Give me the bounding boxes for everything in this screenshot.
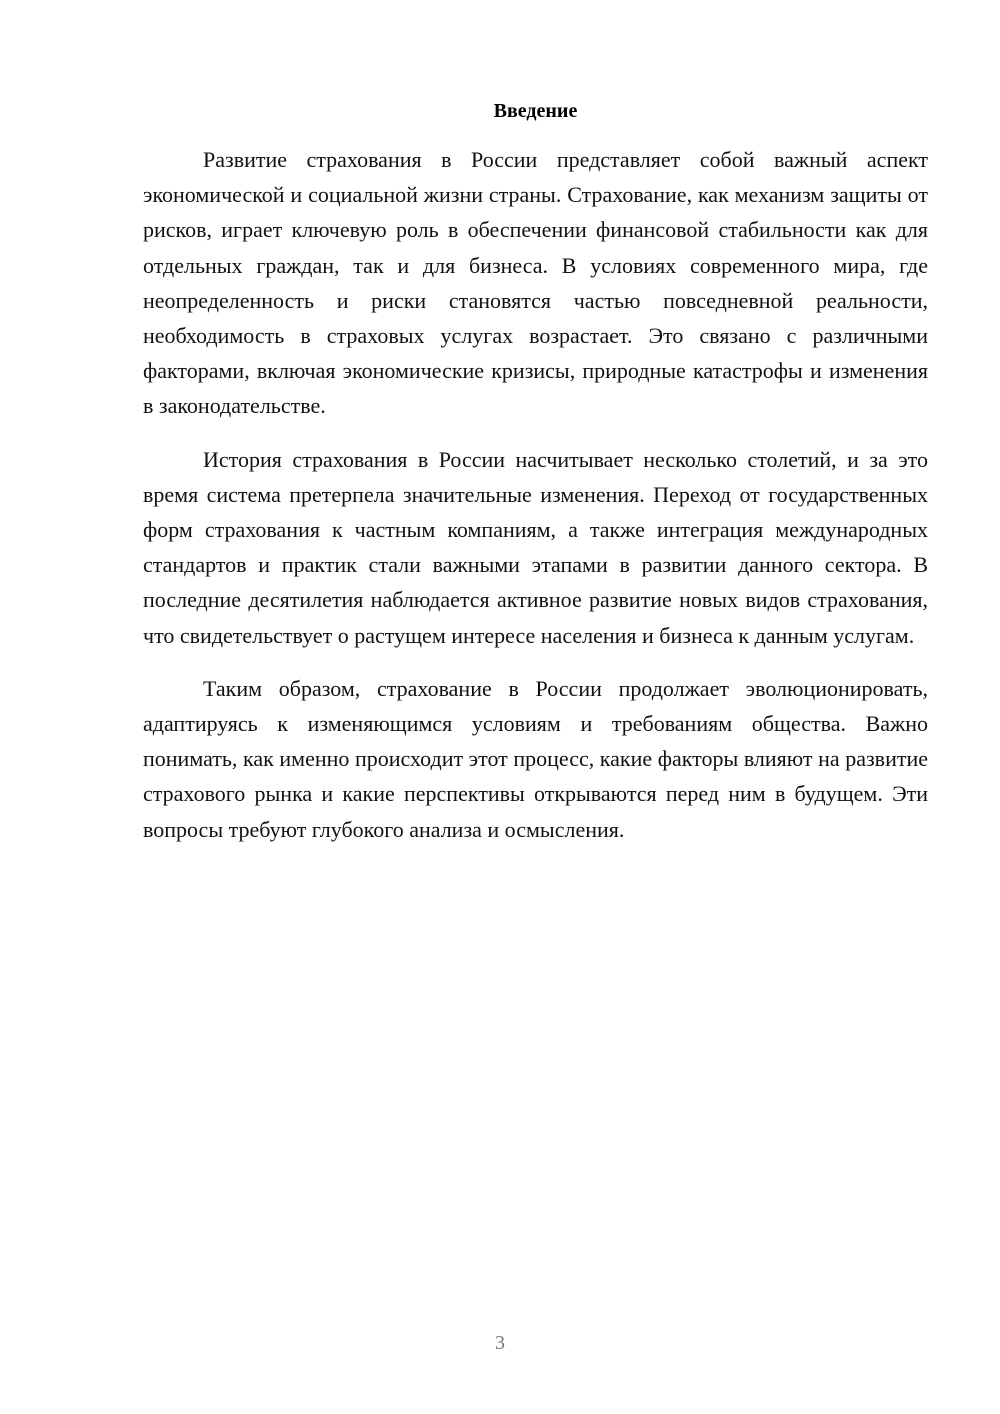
paragraph-2: История страхования в России насчитывает несколько столетий, и за это время система претерпела значительные изменения. Переход от государственных форм страхования к частным компаниям, а также интеграция международных стандартов и практик стали важными этапами в развитии данного сектора. В последние десятилетия наблюдается активное развитие новых видов страхования, что свидетельствует о растущем интересе населения и бизнеса к данным услугам.: [143, 446, 928, 648]
body-text: [143, 142, 928, 865]
paragraph-1: Развитие страхования в России представляет собой важный аспект экономической и социальной жизни страны. Страхование, как механизм защиты от рисков, играет ключевую роль в обеспечении финансовой стабильности как для отдельных граждан, так и для бизнеса. В условиях современного мира, где неопределенность и риски становятся частью повседневной реальности, необходимость в страховых услугах возрастает. Это связано с различными факторами, включая экономические кризисы, природные катастрофы и изменения в законодательстве.: [143, 147, 928, 419]
page-number: 3: [495, 1332, 505, 1354]
paragraph-3: Таким образом, страхование в России продолжает эволюционировать, адаптируясь к изменяющимся условиям и требованиям общества. Важно понимать, как именно происходит этот процесс, какие факторы влияют на развитие страхового рынка и какие перспективы открываются перед ним в будущем. Эти вопросы требуют глубокого анализа и осмысления.: [143, 675, 928, 842]
section-heading: Введение: [493, 100, 578, 122]
